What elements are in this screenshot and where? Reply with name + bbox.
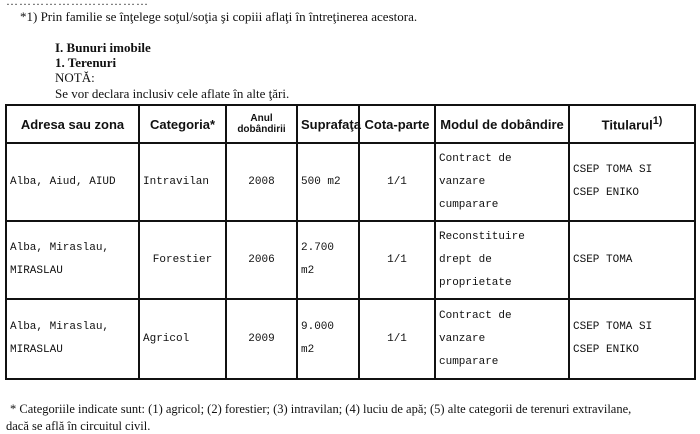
cell-adresa	[6, 143, 139, 221]
cell-cota: 1/1	[359, 299, 435, 379]
cell-line: drept de	[439, 253, 492, 266]
header-anul-line1: Anul	[250, 113, 273, 124]
categories-footnote: * Categoriile indicate sunt: (1) agricol; (2) forestier; (3) intravilan; (4) luciu de apă; (5) alte categorii de terenuri extravilane,	[10, 402, 632, 416]
cell-line: Reconstituire	[439, 230, 525, 243]
header-modul: Modul de dobândire	[435, 105, 569, 143]
header-titularul-text: Titularul	[601, 117, 653, 133]
table-row	[6, 299, 695, 379]
header-suprafata: Suprafaţa	[297, 105, 359, 143]
cell-line: CSEP TOMA SI	[573, 164, 653, 176]
header-anul-line2: dobândirii	[237, 124, 286, 135]
cell-line: Contract de	[439, 152, 512, 165]
family-footnote: *1) Prin familie se înţelege soţul/soţia şi copiii aflaţi în întreţinerea acestora.	[20, 9, 418, 24]
cell-adresa	[6, 221, 139, 299]
cell-line: m2	[301, 265, 315, 277]
cell-anul: 2009	[226, 299, 297, 379]
cell-suprafata	[297, 299, 359, 379]
cell-line: vanzare	[439, 175, 486, 188]
table-header-row	[6, 105, 695, 143]
cell-modul	[435, 299, 569, 379]
cell-anul: 2006	[226, 221, 297, 299]
cell-line: vanzare	[439, 332, 486, 345]
nota-label: NOTĂ:	[55, 70, 95, 85]
cell-titular	[569, 143, 695, 221]
cell-adresa	[6, 299, 139, 379]
header-categoria: Categoria*	[139, 105, 226, 143]
declare-note: Se vor declara inclusiv cele aflate în alte ţări.	[55, 86, 290, 101]
table-row	[6, 221, 695, 299]
cell-line: 500 m2	[301, 175, 341, 188]
cell-cota: 1/1	[359, 143, 435, 221]
cell-anul: 2008	[226, 143, 297, 221]
cell-suprafata	[297, 221, 359, 299]
categories-footnote-cont: dacă se află în circuitul civil.	[6, 419, 151, 433]
header-titularul	[569, 105, 695, 143]
cell-categoria: Intravilan	[139, 143, 226, 221]
cell-line: 9.000	[301, 321, 335, 333]
cell-line: Alba, Miraslau,	[10, 321, 110, 333]
cell-titular	[569, 221, 695, 299]
cell-cota: 1/1	[359, 221, 435, 299]
cell-line: cumparare	[439, 355, 499, 368]
subsection-title: 1. Terenuri	[55, 55, 117, 70]
cell-line: 2.700	[301, 242, 335, 254]
cell-line: Contract de	[439, 309, 512, 322]
cell-line: cumparare	[439, 198, 499, 211]
cell-line: MIRASLAU	[10, 265, 63, 277]
cell-modul	[435, 143, 569, 221]
cell-line: Alba, Miraslau,	[10, 242, 110, 254]
cell-line: CSEP TOMA	[573, 253, 633, 266]
header-adresa: Adresa sau zona	[6, 105, 139, 143]
cell-line: MIRASLAU	[10, 344, 63, 356]
cell-line: CSEP ENIKO	[573, 344, 640, 356]
cell-titular	[569, 299, 695, 379]
cell-line: proprietate	[439, 276, 512, 289]
table-row	[6, 143, 695, 221]
cell-line: CSEP TOMA SI	[573, 321, 653, 333]
cell-line: Alba, Aiud, AIUD	[10, 175, 116, 188]
land-table	[5, 104, 696, 380]
header-titularul-sup: 1)	[652, 115, 663, 128]
cell-modul	[435, 221, 569, 299]
cell-line: m2	[301, 344, 315, 356]
cell-categoria: Agricol	[139, 299, 226, 379]
header-cota: Cota-parte	[359, 105, 435, 143]
header-anul	[226, 105, 297, 143]
cell-line: CSEP ENIKO	[573, 187, 640, 199]
cell-suprafata	[297, 143, 359, 221]
section-title: I. Bunuri imobile	[55, 40, 151, 55]
dotted-leader: ……………………………	[6, 0, 149, 8]
cell-categoria: Forestier	[139, 221, 226, 299]
